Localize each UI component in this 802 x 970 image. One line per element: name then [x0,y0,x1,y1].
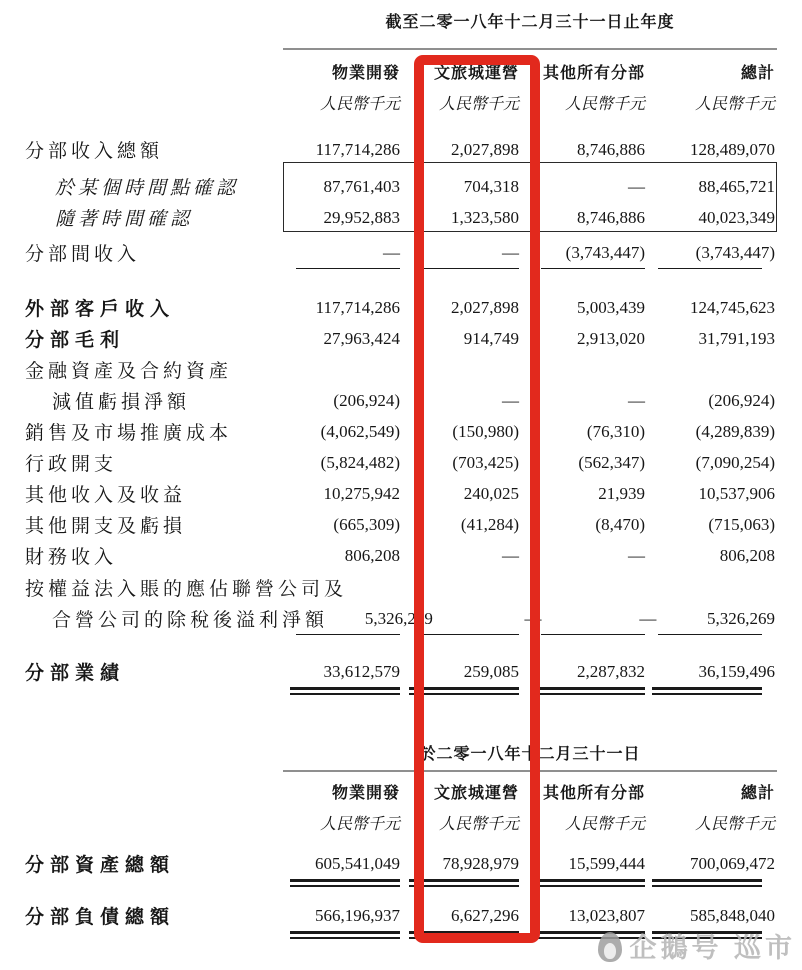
unit-label: 人民幣千元 [694,96,775,113]
value-cell: 914,749 [463,328,519,348]
column-rule [658,634,762,635]
value-cell: — [628,390,645,410]
table-row-admin-expenses [0,447,802,478]
value-cell: — [383,242,400,262]
value-cell: 566,196,937 [315,905,400,925]
watermark [598,932,796,962]
column-rule [658,268,762,269]
row-label: 於某個時間點確認 [55,178,240,199]
unit-label: 人民幣千元 [319,816,400,833]
value-cell: (3,743,447) [695,242,775,262]
double-rule [290,879,400,887]
value-cell: 117,714,286 [315,297,400,317]
section2-title: 於二零一八年十二月三十一日 [419,746,641,763]
value-cell: (4,062,549) [320,421,400,441]
value-cell: 5,326,269 [364,608,433,628]
value-cell: (8,470) [595,514,645,534]
value-cell: 87,761,403 [323,176,400,196]
value-cell: (703,425) [452,452,519,472]
table-row-intersegment-revenue [0,237,802,268]
value-cell: 704,318 [463,176,519,196]
row-label: 減值虧損淨額 [52,392,191,413]
value-cell: 2,027,898 [451,139,519,159]
table-row-over-time [0,202,802,233]
value-cell: 33,612,579 [323,661,400,681]
column-rule [296,634,400,635]
row-label: 按權益法入賬的應佔聯營公司及 [25,579,348,600]
section1-unit-row [0,87,802,118]
unit-label: 人民幣千元 [319,96,400,113]
row-label: 合營公司的除稅後溢利淨額 [52,610,329,631]
column-header-other: 其他所有分部 [542,785,645,802]
value-cell: (206,924) [708,390,775,410]
column-header-tourism: 文旅城運營 [433,785,519,802]
column-rule [415,634,519,635]
row-label: 分部收入總額 [25,141,164,162]
value-cell: 8,746,886 [577,207,645,227]
double-rule [652,879,762,887]
unit-label: 人民幣千元 [564,96,645,113]
value-cell: 806,208 [719,545,775,565]
value-cell: (206,924) [333,390,400,410]
section2-title-rule [283,770,777,772]
value-cell: 2,913,020 [577,328,645,348]
row-label: 財務收入 [25,547,118,568]
double-rule [652,687,762,695]
value-cell: (715,063) [708,514,775,534]
row-label: 銷售及市場推廣成本 [25,423,233,444]
value-cell: — [502,390,519,410]
row-label: 分部毛利 [25,330,126,351]
column-header-property: 物業開發 [331,785,400,802]
double-rule [409,687,519,695]
column-rule [541,268,645,269]
value-cell: (41,284) [460,514,519,534]
column-rule [541,634,645,635]
table-row-selling-marketing [0,416,802,447]
column-header-property: 物業開發 [331,65,400,82]
value-cell: 27,963,424 [323,328,400,348]
row-label: 分部負債總額 [25,907,176,928]
value-cell: 15,599,444 [568,853,645,873]
value-cell: (3,743,447) [565,242,645,262]
value-cell: — [639,608,657,628]
watermark-text: 企鵝号 巡市 [629,933,796,963]
value-cell: — [502,242,519,262]
row-label: 其他開支及虧損 [25,516,187,537]
double-rule-row [0,687,802,695]
table-row-finance-income [0,540,802,571]
table-row-segment-results [0,656,802,687]
value-cell: (4,289,839) [695,421,775,441]
value-cell: 2,027,898 [451,297,519,317]
double-rule-row [0,879,802,887]
table-row-equity-method-line2 [0,603,802,634]
value-cell: 31,791,193 [698,328,775,348]
row-label: 分部業績 [25,663,126,684]
table-row-financial-assets-line1 [0,354,802,385]
column-header-total: 總計 [740,785,775,802]
section1-title: 截至二零一八年十二月三十一日止年度 [385,14,675,31]
double-rule [290,687,400,695]
value-cell: 6,627,296 [451,905,519,925]
value-cell: (76,310) [586,421,645,441]
value-cell: — [628,176,645,196]
value-cell: 5,003,439 [577,297,645,317]
value-cell: — [524,608,542,628]
value-cell: 585,848,040 [690,905,775,925]
table-row-impairment-loss [0,385,802,416]
value-cell: 10,275,942 [323,483,400,503]
section1-title-rule [283,48,777,50]
unit-label: 人民幣千元 [564,816,645,833]
column-header-total: 總計 [740,65,775,82]
value-cell: 605,541,049 [315,853,400,873]
row-label: 分部間收入 [25,244,141,265]
row-label: 其他收入及收益 [25,485,187,506]
table-row-segment-revenue [0,134,802,165]
penguin-icon [598,932,622,962]
table-row-total-liabilities [0,900,802,931]
table-row-equity-method-line1 [0,572,802,603]
double-rule [409,879,519,887]
single-rule-row [0,268,802,270]
table-row-segment-gross-profit [0,323,802,354]
row-label: 隨著時間確認 [55,209,194,230]
unit-label: 人民幣千元 [438,816,519,833]
value-cell: 88,465,721 [698,176,775,196]
double-rule [409,931,519,939]
table-row-external-revenue [0,292,802,323]
section2-header-row [0,776,802,807]
column-header-tourism: 文旅城運營 [433,65,519,82]
value-cell: (5,824,482) [320,452,400,472]
value-cell: 36,159,496 [698,661,775,681]
double-rule [290,931,400,939]
value-cell: 78,928,979 [442,853,519,873]
section2-unit-row [0,807,802,838]
single-rule-row [0,634,802,636]
row-label: 行政開支 [25,454,118,475]
value-cell: (150,980) [452,421,519,441]
unit-label: 人民幣千元 [694,816,775,833]
double-rule [535,687,645,695]
table-row-other-expenses [0,509,802,540]
value-cell: 2,287,832 [577,661,645,681]
value-cell: 806,208 [344,545,400,565]
unit-label: 人民幣千元 [438,96,519,113]
section1-header-row [0,56,802,87]
value-cell: 5,326,269 [707,608,775,628]
double-rule [535,879,645,887]
row-label: 分部資產總額 [25,855,176,876]
value-cell: 240,025 [463,483,519,503]
value-cell: 13,023,807 [568,905,645,925]
table-row-point-in-time [0,171,802,202]
value-cell: — [502,545,519,565]
column-rule [296,268,400,269]
column-rule [415,268,519,269]
value-cell: 124,745,623 [690,297,775,317]
value-cell: (562,347) [578,452,645,472]
row-label: 外部客戶收入 [25,299,176,320]
value-cell: 29,952,883 [323,207,400,227]
row-label: 金融資產及合約資產 [25,361,233,382]
value-cell: 21,939 [598,483,645,503]
value-cell: (7,090,254) [695,452,775,472]
table-row-total-assets [0,848,802,879]
value-cell: 10,537,906 [698,483,775,503]
value-cell: 1,323,580 [451,207,519,227]
value-cell: 259,085 [463,661,519,681]
value-cell: 8,746,886 [577,139,645,159]
table-row-other-income [0,478,802,509]
value-cell: 128,489,070 [690,139,775,159]
value-cell: 700,069,472 [690,853,775,873]
value-cell: 117,714,286 [315,139,400,159]
value-cell: (665,309) [333,514,400,534]
value-cell: 40,023,349 [698,207,775,227]
value-cell: — [628,545,645,565]
column-header-other: 其他所有分部 [542,65,645,82]
